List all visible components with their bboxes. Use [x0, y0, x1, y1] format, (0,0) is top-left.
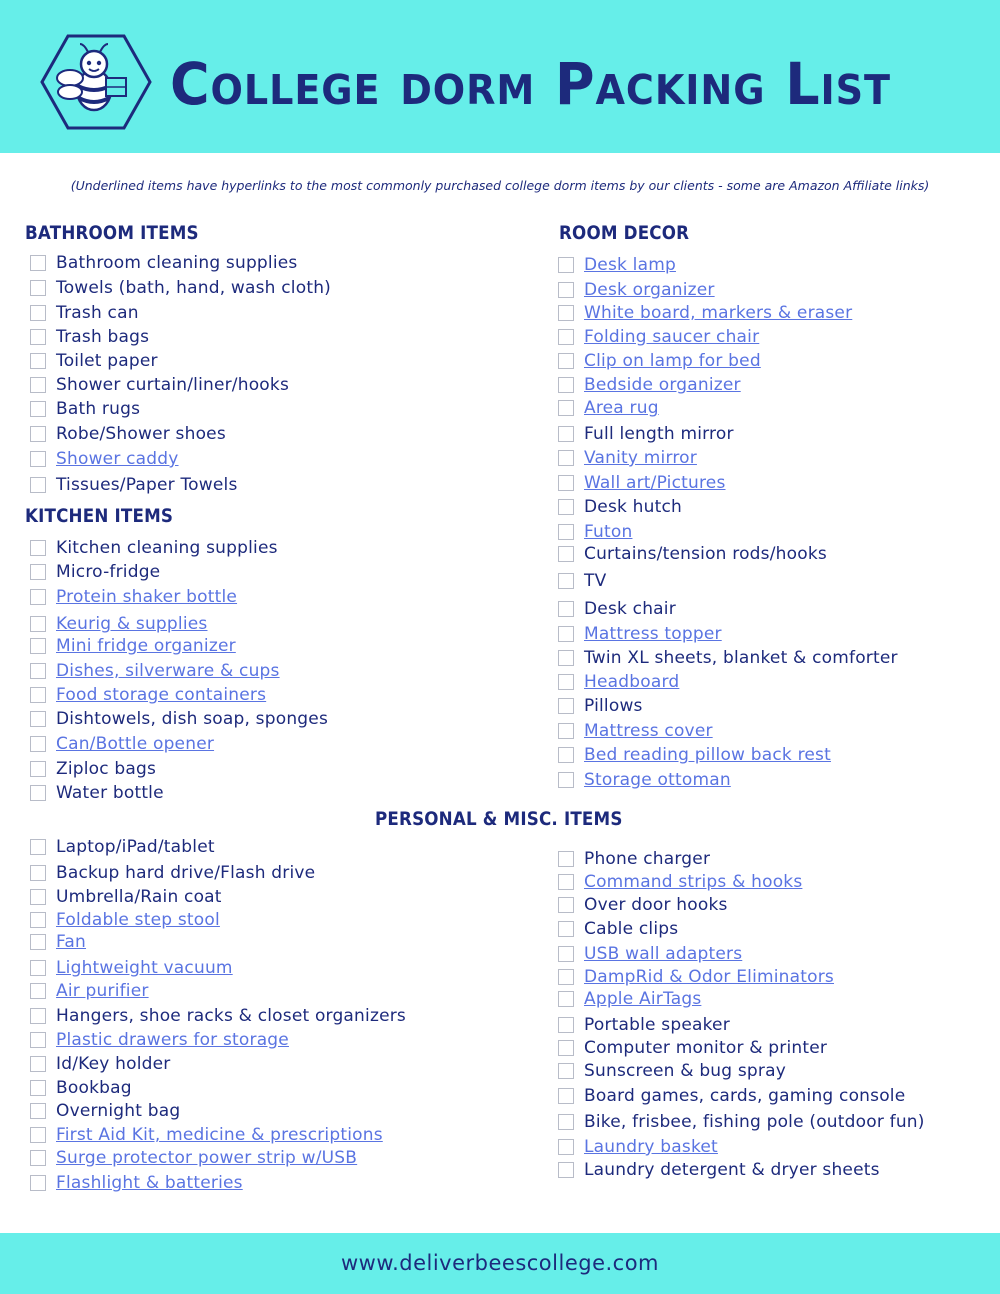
item-link[interactable]: Bedside organizer [584, 375, 741, 395]
checkbox[interactable] [30, 329, 46, 345]
item-label: Twin XL sheets, blanket & comforter [584, 648, 898, 668]
item-label: Bathroom cleaning supplies [56, 253, 298, 273]
hyperlink-note: (Underlined items have hyperlinks to the most commonly purchased college dorm items by our clients - some are Amazon Affiliate links) [70, 178, 930, 193]
item-link[interactable]: Area rug [584, 398, 659, 418]
item-link[interactable]: Futon [584, 522, 633, 542]
checklist-item [558, 374, 741, 396]
checkbox[interactable] [558, 305, 574, 321]
checklist-item [558, 423, 734, 445]
checklist-item [30, 957, 233, 979]
checkbox[interactable] [558, 524, 574, 540]
item-label: Ziploc bags [56, 759, 157, 779]
item-label: Desk chair [584, 599, 676, 619]
item-label: Id/Key holder [56, 1054, 171, 1074]
checklist-item [30, 931, 86, 953]
section-title-personal-misc: PERSONAL & MISC. ITEMS [375, 808, 623, 830]
checkbox[interactable] [30, 1175, 46, 1191]
item-link[interactable]: Mattress cover [584, 721, 713, 741]
item-label: Backup hard drive/Flash drive [56, 863, 316, 883]
item-label: Board games, cards, gaming console [584, 1086, 906, 1106]
checkbox[interactable] [30, 477, 46, 493]
item-link[interactable]: Laundry basket [584, 1137, 718, 1157]
item-link[interactable]: Lightweight vacuum [56, 958, 233, 978]
bee-logo-icon [40, 34, 152, 130]
checklist-item [30, 1124, 383, 1146]
checkbox[interactable] [558, 991, 574, 1007]
checkbox[interactable] [30, 711, 46, 727]
checklist-item [558, 894, 728, 916]
item-label: TV [584, 571, 607, 591]
checkbox[interactable] [558, 329, 574, 345]
item-label: Umbrella/Rain coat [56, 887, 222, 907]
checkbox[interactable] [558, 747, 574, 763]
item-link[interactable]: Desk lamp [584, 255, 676, 275]
item-label: Bath rugs [56, 399, 141, 419]
item-label: Kitchen cleaning supplies [56, 538, 278, 558]
checklist-item [558, 1136, 718, 1158]
item-link[interactable]: Foldable step stool [56, 910, 220, 930]
checkbox[interactable] [30, 663, 46, 679]
item-link[interactable]: Headboard [584, 672, 680, 692]
checkbox[interactable] [30, 426, 46, 442]
checkbox[interactable] [558, 698, 574, 714]
checklist-item [558, 720, 713, 742]
checkbox[interactable] [30, 983, 46, 999]
checkbox[interactable] [30, 255, 46, 271]
checkbox[interactable] [30, 865, 46, 881]
checklist-item [30, 398, 140, 420]
checklist-item [30, 350, 158, 372]
checklist-item [30, 980, 149, 1002]
checklist-item [558, 647, 898, 669]
checkbox[interactable] [558, 601, 574, 617]
header-band [0, 0, 1000, 153]
checkbox[interactable] [558, 1162, 574, 1178]
checkbox[interactable] [30, 912, 46, 928]
checkbox[interactable] [30, 761, 46, 777]
checklist-item [558, 744, 831, 766]
checklist-item [30, 836, 215, 858]
item-link[interactable]: Fan [56, 932, 87, 952]
item-link[interactable]: Surge protector power strip w/USB [56, 1148, 358, 1168]
checkbox[interactable] [558, 1114, 574, 1130]
checklist-item [30, 277, 331, 299]
checkbox[interactable] [30, 785, 46, 801]
checkbox[interactable] [558, 1088, 574, 1104]
checkbox[interactable] [558, 874, 574, 890]
footer-band [0, 1233, 1000, 1294]
checkbox[interactable] [30, 401, 46, 417]
checkbox[interactable] [30, 280, 46, 296]
checklist-item [558, 447, 697, 469]
checklist-item [30, 474, 238, 496]
checklist-item [558, 623, 722, 645]
item-label: Cable clips [584, 919, 679, 939]
item-link[interactable]: Desk organizer [584, 280, 715, 300]
item-link[interactable]: Command strips & hooks [584, 872, 803, 892]
checklist-item [558, 848, 710, 870]
checklist-item [30, 326, 149, 348]
checkbox[interactable] [558, 499, 574, 515]
item-label: Phone charger [584, 849, 711, 869]
checklist-item [30, 586, 237, 608]
checklist-item [558, 1159, 880, 1181]
checkbox[interactable] [558, 921, 574, 937]
item-label: Computer monitor & printer [584, 1038, 828, 1058]
checklist-item [30, 1147, 357, 1169]
checkbox[interactable] [30, 353, 46, 369]
item-label: Sunscreen & bug spray [584, 1061, 786, 1081]
footer-website-link[interactable]: www.deliverbeescollege.com [340, 1251, 660, 1275]
checklist-item [30, 374, 289, 396]
checklist-item [30, 1005, 406, 1027]
checklist-item [558, 472, 726, 494]
checkbox[interactable] [558, 1040, 574, 1056]
checkbox[interactable] [558, 969, 574, 985]
checkbox[interactable] [30, 377, 46, 393]
checkbox[interactable] [30, 564, 46, 580]
checkbox[interactable] [558, 546, 574, 562]
checklist-item [30, 1053, 171, 1075]
checkbox[interactable] [30, 1056, 46, 1072]
checklist-item [30, 733, 214, 755]
item-label: Trash can [56, 303, 139, 323]
checkbox[interactable] [558, 282, 574, 298]
checkbox[interactable] [30, 305, 46, 321]
checklist-item [30, 1077, 132, 1099]
checkbox[interactable] [30, 616, 46, 632]
checklist-item [558, 397, 659, 419]
item-link[interactable]: Can/Bottle opener [56, 734, 215, 754]
item-label: Laundry detergent & dryer sheets [584, 1160, 880, 1180]
item-label: Dishtowels, dish soap, sponges [56, 709, 329, 729]
checkbox[interactable] [30, 960, 46, 976]
checklist-item [30, 660, 280, 682]
checklist-item [558, 1111, 925, 1133]
checklist-item [30, 635, 236, 657]
item-link[interactable]: Apple AirTags [584, 989, 702, 1009]
item-label: Toilet paper [56, 351, 158, 371]
item-label: Portable speaker [584, 1015, 730, 1035]
checkbox[interactable] [558, 353, 574, 369]
checkbox[interactable] [558, 377, 574, 393]
checklist-item [30, 1100, 180, 1122]
item-link[interactable]: Wall art/Pictures [584, 473, 726, 493]
checkbox[interactable] [558, 1139, 574, 1155]
checklist-item [558, 695, 643, 717]
checklist-item [30, 862, 315, 884]
checkbox[interactable] [558, 851, 574, 867]
checklist-item [30, 561, 160, 583]
item-link[interactable]: Vanity mirror [584, 448, 697, 468]
checklist-item [558, 543, 827, 565]
item-label: Full length mirror [584, 424, 734, 444]
checklist-item [30, 252, 298, 274]
checkbox[interactable] [558, 1017, 574, 1033]
checklist-item [558, 871, 802, 893]
checkbox[interactable] [30, 1150, 46, 1166]
checkbox[interactable] [30, 1008, 46, 1024]
page-title: College dorm Packing List [170, 50, 891, 118]
checklist-item [558, 671, 679, 693]
section-title-bathroom: BATHROOM ITEMS [25, 222, 199, 244]
checkbox[interactable] [30, 540, 46, 556]
item-link[interactable]: Storage ottoman [584, 770, 731, 790]
checkbox[interactable] [558, 946, 574, 962]
checklist-item [30, 613, 207, 635]
checkbox[interactable] [30, 1103, 46, 1119]
item-link[interactable]: Air purifier [56, 981, 149, 1001]
checklist-item [30, 909, 220, 931]
checkbox[interactable] [30, 1127, 46, 1143]
item-link[interactable]: Shower caddy [56, 449, 179, 469]
checkbox[interactable] [30, 839, 46, 855]
checkbox[interactable] [558, 1063, 574, 1079]
checkbox[interactable] [558, 257, 574, 273]
checkbox[interactable] [30, 589, 46, 605]
checkbox[interactable] [558, 626, 574, 642]
checkbox[interactable] [30, 687, 46, 703]
checklist-item [30, 684, 266, 706]
item-label: Laptop/iPad/tablet [56, 837, 215, 857]
checkbox[interactable] [558, 573, 574, 589]
item-link[interactable]: White board, markers & eraser [584, 303, 853, 323]
checklist-item [30, 1172, 243, 1194]
checklist-item [558, 943, 742, 965]
checklist-item [558, 988, 701, 1010]
item-link[interactable]: Keurig & supplies [56, 614, 208, 634]
checklist-item [558, 279, 715, 301]
item-label: Towels (bath, hand, wash cloth) [56, 278, 331, 298]
item-label: Shower curtain/liner/hooks [56, 375, 290, 395]
checklist-item [30, 782, 164, 804]
item-label: Overnight bag [56, 1101, 181, 1121]
item-label: Trash bags [56, 327, 150, 347]
item-label: Bookbag [56, 1078, 132, 1098]
checkbox[interactable] [558, 650, 574, 666]
checkbox[interactable] [30, 638, 46, 654]
item-label: Curtains/tension rods/hooks [584, 544, 827, 564]
section-title-room-decor: ROOM DECOR [559, 222, 690, 244]
item-link[interactable]: USB wall adapters [584, 944, 743, 964]
item-link[interactable]: Protein shaker bottle [56, 587, 238, 607]
checkbox[interactable] [558, 400, 574, 416]
item-label: Tissues/Paper Towels [56, 475, 238, 495]
checkbox[interactable] [558, 723, 574, 739]
checklist-item [558, 1060, 786, 1082]
item-link[interactable]: Folding saucer chair [584, 327, 760, 347]
item-link[interactable]: Mini fridge organizer [56, 636, 236, 656]
item-link[interactable]: DampRid & Odor Eliminators [584, 967, 834, 987]
item-label: Bike, frisbee, fishing pole (outdoor fun) [584, 1112, 925, 1132]
item-link[interactable]: Clip on lamp for bed [584, 351, 761, 371]
checklist-item [558, 1014, 730, 1036]
checklist-item [558, 350, 761, 372]
checklist-item [558, 918, 678, 940]
section-title-kitchen: KITCHEN ITEMS [25, 505, 174, 527]
checklist-item [558, 1085, 905, 1107]
checklist-item [558, 496, 682, 518]
item-label: Hangers, shoe racks & closet organizers [56, 1006, 406, 1026]
checklist-item [30, 302, 139, 324]
checklist-item [30, 537, 278, 559]
checklist-item [558, 326, 759, 348]
item-link[interactable]: Mattress topper [584, 624, 722, 644]
checkbox[interactable] [558, 450, 574, 466]
item-label: Water bottle [56, 783, 164, 803]
checklist-item [30, 886, 222, 908]
checkbox[interactable] [558, 674, 574, 690]
item-link[interactable]: Plastic drawers for storage [56, 1030, 289, 1050]
checklist-item [558, 570, 606, 592]
item-label: Micro-fridge [56, 562, 161, 582]
checklist-item [30, 1029, 289, 1051]
checklist-item [30, 758, 156, 780]
checklist-item [30, 423, 226, 445]
checkbox[interactable] [558, 772, 574, 788]
checklist-item [30, 708, 328, 730]
item-label: Desk hutch [584, 497, 682, 517]
checklist-item [558, 598, 676, 620]
checkbox[interactable] [30, 1080, 46, 1096]
checkbox[interactable] [30, 1032, 46, 1048]
item-link[interactable]: Food storage containers [56, 685, 267, 705]
item-link[interactable]: Flashlight & batteries [56, 1173, 243, 1193]
item-link[interactable]: First Aid Kit, medicine & prescriptions [56, 1125, 383, 1145]
checklist-item [558, 966, 834, 988]
item-label: Over door hooks [584, 895, 728, 915]
checkbox[interactable] [30, 934, 46, 950]
checklist-item [558, 521, 632, 543]
checklist-item [558, 769, 731, 791]
checklist-item [30, 448, 179, 470]
checkbox[interactable] [30, 451, 46, 467]
checkbox[interactable] [558, 475, 574, 491]
checkbox[interactable] [30, 889, 46, 905]
item-label: Robe/Shower shoes [56, 424, 226, 444]
checkbox[interactable] [558, 897, 574, 913]
checklist-item [558, 302, 852, 324]
checkbox[interactable] [558, 426, 574, 442]
item-label: Pillows [584, 696, 643, 716]
checkbox[interactable] [30, 736, 46, 752]
item-link[interactable]: Bed reading pillow back rest [584, 745, 831, 765]
checklist-item [558, 254, 676, 276]
checklist-item [558, 1037, 827, 1059]
item-link[interactable]: Dishes, silverware & cups [56, 661, 280, 681]
